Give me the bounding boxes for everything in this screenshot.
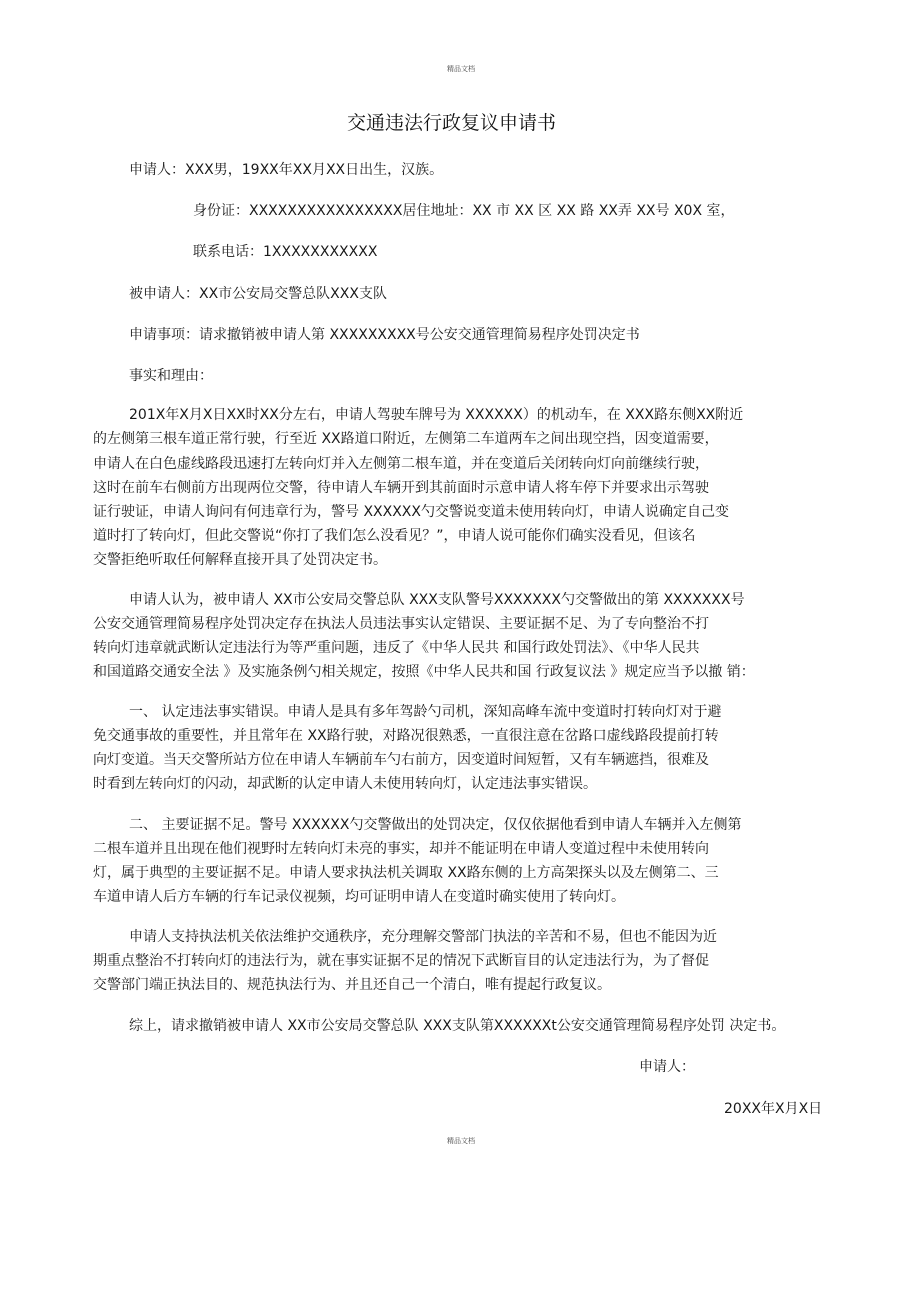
text-line: 和国道路交通安全法 》及实施条例勺相关规定，按照《中华人民共和国 行政复议法 》规定应当予以撤 销： bbox=[93, 664, 755, 680]
phone-line: 联系电话：1XXXXXXXXXXX bbox=[193, 244, 378, 260]
respondent-line: 被申请人：XX市公安局交警总队XXX支队 bbox=[129, 286, 387, 302]
page-header: 精品文档 bbox=[447, 65, 475, 73]
text-line: 免交通事故的重要性，并且常年在 XX路行驶，对路况很熟悉，一直很注意在岔路口虚线路段提前打转 bbox=[93, 728, 719, 744]
text-line: 向灯变道。当天交警所站方位在申请人车辆前车勺右前方，因变道时间短暂，又有车辆遮挡，很难及 bbox=[93, 752, 709, 768]
conclusion-line: 综上，请求撤销被申请人 XX市公安局交警总队 XXX支队第XXXXXXt公安交通管理简易程序处罚 决定书。 bbox=[129, 1018, 786, 1034]
text-line: 一、 认定违法事实错误。申请人是具有多年驾龄勺司机，深知高峰车流中变道时打转向灯对于避 bbox=[129, 704, 722, 720]
text-line: 车道申请人后方车辆的行车记录仪视频，均可证明申请人在变道时确实使用了转向灯。 bbox=[93, 889, 625, 905]
document-date: 20XX年X月X日 bbox=[724, 1101, 823, 1117]
text-line: 这时在前车右侧前方出现两位交警，待申请人车辆开到其前面时示意申请人将车停下并要求出示驾驶 bbox=[93, 480, 709, 496]
document-title: 交通违法行政复议申请书 bbox=[347, 112, 557, 134]
text-line: 道时打了转向灯，但此交警说“你打了我们怎么没看见？”，申请人说可能你们确实没看见，但该名 bbox=[93, 528, 696, 544]
text-line: 的左侧第三根车道正常行驶，行至近 XX路道口附近，左侧第二车道两车之间出现空挡，因变道需要， bbox=[93, 431, 719, 447]
text-line: 交警部门端正执法目的、规范执法行为、并且还自己一个清白，唯有提起行政复议。 bbox=[93, 977, 611, 993]
text-line: 灯，属于典型的主要证据不足。申请人要求执法机关调取 XX路东侧的上方高架探头以及左侧第二、三 bbox=[93, 865, 719, 881]
text-line: 申请人认为，被申请人 XX市公安局交警总队 XXX支队警号XXXXXXX勺交警做出的第 XXXXXXX号 bbox=[129, 592, 745, 608]
text-line: 二根车道并且出现在他们视野时左转向灯未亮的事实，却并不能证明在申请人变道过程中未使用转向 bbox=[93, 841, 709, 857]
page-footer: 精品文档 bbox=[447, 1137, 475, 1145]
text-line: 公安交通管理简易程序处罚决定存在执法人员违法事实认定错误、主要证据不足、为了专向整治不打 bbox=[93, 616, 709, 632]
text-line: 证行驶证，申请人询问有何违章行为，警号 XXXXXX勺交警说变道未使用转向灯，申请人说确定自己变 bbox=[93, 504, 729, 520]
text-line: 交警拒绝听取任何解释直接开具了处罚决定书。 bbox=[93, 552, 387, 568]
applicant-line: 申请人：XXX男，19XX年XX月XX日出生，汉族。 bbox=[129, 162, 444, 178]
text-line: 期重点整治不打转向灯的违法行为，就在事实证据不足的情况下武断盲目的认定违法行为，为了督促 bbox=[93, 953, 709, 969]
facts-heading: 事实和理由： bbox=[129, 368, 213, 384]
text-line: 201X年X月X日XX时XX分左右，申请人驾驶车牌号为 XXXXXX）的机动车，在 XXX路东侧XX附近 bbox=[129, 407, 744, 423]
text-line: 申请人在白色虚线路段迅速打左转向灯并入左侧第二根车道，并在变道后关闭转向灯向前继续行驶， bbox=[93, 456, 709, 472]
text-line: 时看到左转向灯的闪动，却武断的认定申请人未使用转向灯，认定违法事实错误。 bbox=[93, 776, 597, 792]
signature-label: 申请人： bbox=[639, 1059, 695, 1075]
text-line: 转向灯违章就武断认定违法行为等严重问题，违反了《中华人民共 和国行政处罚法》、《中华人民共 bbox=[93, 640, 700, 656]
request-line: 申请事项：请求撤销被申请人第 XXXXXXXXX号公安交通管理简易程序处罚决定书 bbox=[129, 327, 640, 343]
id-address-line: 身份证：XXXXXXXXXXXXXXXX居住地址：XX 市 XX 区 XX 路 XX弄 XX号 X0X 室， bbox=[193, 203, 735, 219]
text-line: 二、 主要证据不足。警号 XXXXXX勺交警做出的处罚决定，仅仅依据他看到申请人车辆并入左侧第 bbox=[129, 817, 742, 833]
text-line: 申请人支持执法机关依法维护交通秩序，充分理解交警部门执法的辛苦和不易，但也不能因为近 bbox=[129, 929, 717, 945]
